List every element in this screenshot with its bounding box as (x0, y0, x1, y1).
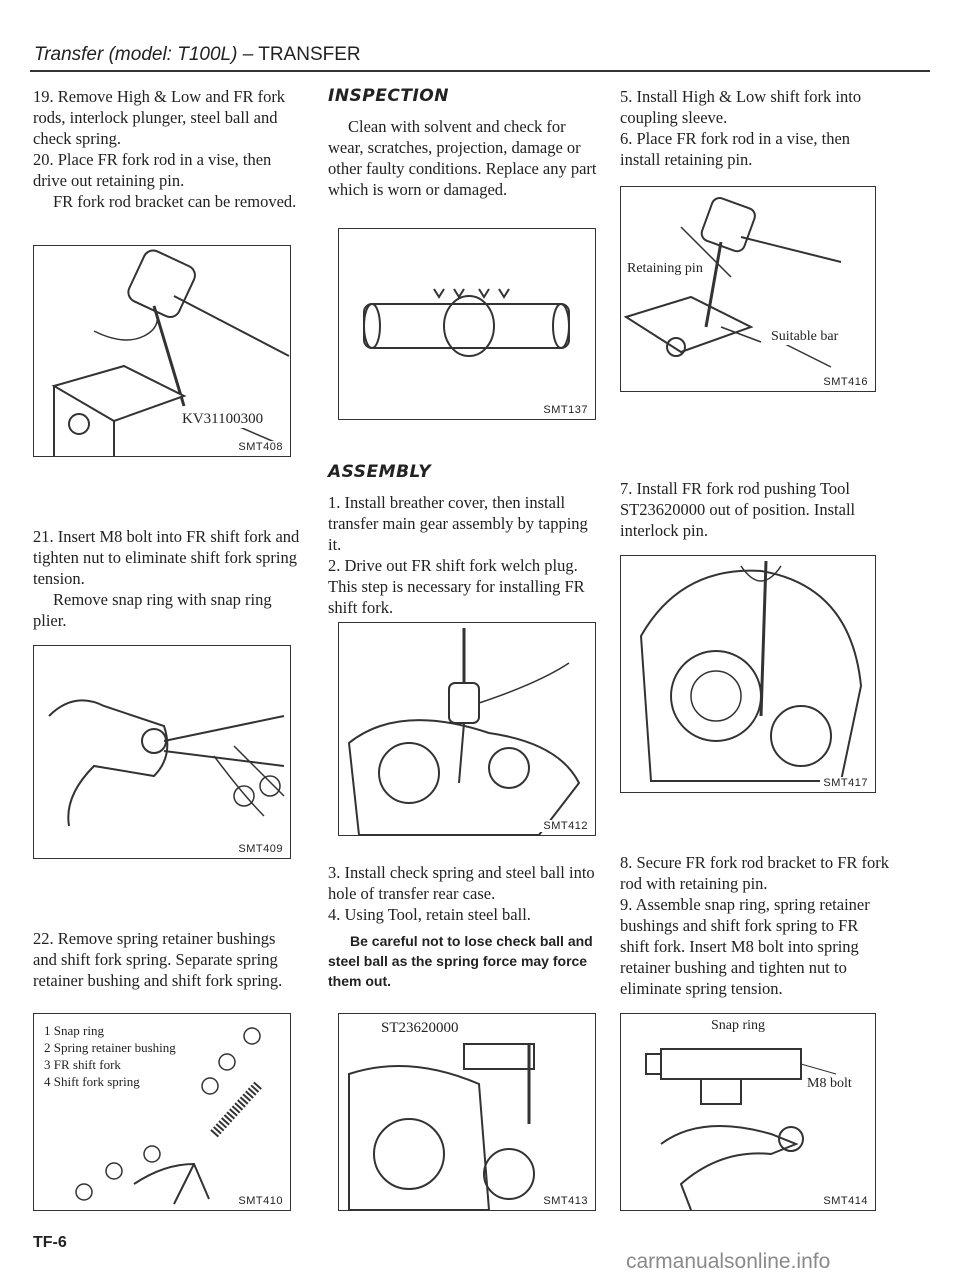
figure-code: SMT413 (540, 1195, 591, 1207)
legend-item: 3 FR shift fork (44, 1057, 121, 1072)
assembly-step-7: 7. Install FR fork rod pushing Tool ST23620000 out of position. Install interlock pin. (620, 479, 856, 540)
step-20-note: FR fork rod bracket can be removed. (53, 192, 297, 211)
figure-code: SMT408 (235, 441, 286, 453)
figure-smt410 (33, 1013, 291, 1211)
column-1 (33, 86, 303, 212)
legend-item: 4 Shift fork spring (44, 1074, 140, 1089)
tool-label: KV31100300 (182, 411, 264, 427)
assembly-step-5: 5. Install High & Low shift fork into coupling sleeve. (620, 87, 862, 127)
column-1-step-22 (33, 928, 303, 991)
snap-ring-plier-illustration (34, 646, 290, 858)
snap-ring-label: Snap ring (711, 1018, 766, 1033)
watermark: carmanualsonline.info (626, 1250, 831, 1273)
figure-smt414 (620, 1013, 876, 1211)
step-19: 19. Remove High & Low and FR fork rods, interlock plunger, steel ball and check spring. (33, 87, 286, 148)
legend-item: 1 Snap ring (44, 1023, 104, 1038)
figure-code: SMT409 (235, 843, 286, 855)
assembly-step-6: 6. Place FR fork rod in a vise, then install retaining pin. (620, 129, 851, 169)
column-2-steps (328, 862, 598, 991)
column-2-assembly (328, 462, 598, 618)
tool-in-case-illustration (339, 1014, 595, 1210)
column-2 (328, 86, 598, 200)
step-22: 22. Remove spring retainer bushings and shift fork spring. Separate spring retainer bushing and shift fork spring. (33, 929, 283, 990)
suitable-bar-label: Suitable bar (771, 329, 839, 344)
case-punch-illustration (339, 623, 595, 835)
figure-smt413 (338, 1013, 596, 1211)
inspection-heading: INSPECTION (328, 86, 449, 106)
figure-code: SMT137 (540, 404, 591, 416)
legend-item: 2 Spring retainer bushing (44, 1040, 176, 1055)
m8-bolt-label: M8 bolt (807, 1076, 852, 1091)
assembly-step-1: 1. Install breather cover, then install transfer main gear assembly by tapping it. (328, 493, 588, 554)
tool-label: ST23620000 (381, 1020, 459, 1036)
figure-smt412 (338, 622, 596, 836)
header-model: Transfer (model: T100L) – (34, 44, 254, 65)
retaining-pin-label: Retaining pin (627, 261, 703, 276)
figure-code: SMT414 (820, 1195, 871, 1207)
caution-note: Be careful not to lose check ball and steel ball as the spring force may force them out. (328, 933, 593, 989)
exploded-parts-illustration (34, 1014, 290, 1210)
column-3-step-7 (620, 478, 890, 541)
figure-code: SMT410 (235, 1195, 286, 1207)
assembly-step-8: 8. Secure FR fork rod bracket to FR fork rod with retaining pin. (620, 853, 889, 893)
inspection-text: Clean with solvent and check for wear, scratches, projection, damage or other faulty conditions. Replace any part which is worn or damaged. (328, 117, 597, 199)
column-3 (620, 86, 890, 170)
assembly-step-3: 3. Install check spring and steel ball into hole of transfer rear case. (328, 863, 595, 903)
step-21: 21. Insert M8 bolt into FR shift fork and tighten nut to eliminate shift fork spring tension. (33, 527, 300, 588)
page-number: TF-6 (33, 1234, 67, 1251)
header-title: TRANSFER (258, 44, 361, 65)
figure-code: SMT412 (540, 820, 591, 832)
figure-smt417 (620, 555, 876, 793)
assembly-step-2: 2. Drive out FR shift fork welch plug. This step is necessary for installing FR shift fork. (328, 556, 585, 617)
interlock-pin-illustration (621, 556, 875, 792)
column-3-steps (620, 852, 890, 999)
figure-smt137 (338, 228, 596, 420)
page-header (34, 44, 361, 66)
header-rule (30, 70, 930, 72)
assembly-step-4: 4. Using Tool, retain steel ball. (328, 905, 531, 924)
figure-smt409 (33, 645, 291, 859)
step-21-note: Remove snap ring with snap ring plier. (33, 590, 272, 630)
figure-smt408 (33, 245, 291, 457)
assembly-step-9: 9. Assemble snap ring, spring retainer bushings and shift fork spring to FR shift fork. Insert M8 bolt into spring retainer bushing and tighten nut to eliminate spring tension. (620, 895, 870, 998)
figure-smt416 (620, 186, 876, 392)
shaft-illustration (339, 229, 595, 419)
step-20: 20. Place FR fork rod in a vise, then drive out retaining pin. (33, 150, 272, 190)
column-1-step-21 (33, 526, 303, 631)
figure-code: SMT416 (820, 376, 871, 388)
shift-fork-assembly-illustration (621, 1014, 875, 1210)
figure-code: SMT417 (820, 777, 871, 789)
retaining-pin-illustration (621, 187, 875, 391)
assembly-heading: ASSEMBLY (328, 462, 432, 482)
